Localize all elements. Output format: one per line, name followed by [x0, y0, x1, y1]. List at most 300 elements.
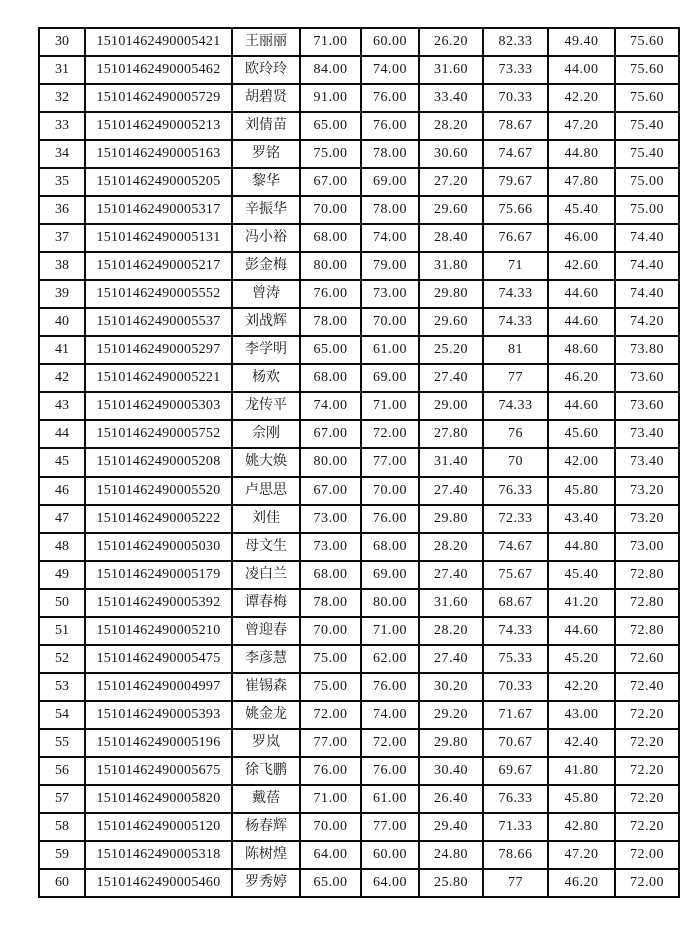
cell-score-a: 68.00: [300, 364, 361, 392]
cell-row-number: 34: [39, 140, 85, 168]
cell-score-b: 69.00: [361, 561, 419, 589]
cell-name: 姚金龙: [232, 701, 300, 729]
cell-row-number: 57: [39, 785, 85, 813]
cell-score-c: 33.40: [419, 84, 483, 112]
cell-score-a: 70.00: [300, 813, 361, 841]
cell-total-score: 75.60: [615, 84, 679, 112]
cell-score-d: 78.67: [483, 112, 548, 140]
cell-score-b: 69.00: [361, 364, 419, 392]
cell-score-c: 30.60: [419, 140, 483, 168]
cell-score-a: 68.00: [300, 561, 361, 589]
cell-score-e: 45.40: [548, 561, 615, 589]
cell-name: 杨欢: [232, 364, 300, 392]
cell-score-d: 77: [483, 869, 548, 897]
cell-row-number: 48: [39, 533, 85, 561]
cell-score-b: 68.00: [361, 533, 419, 561]
cell-score-e: 44.60: [548, 280, 615, 308]
cell-score-d: 70.67: [483, 729, 548, 757]
cell-id-number: 15101462490005317: [85, 196, 232, 224]
cell-score-b: 77.00: [361, 448, 419, 476]
cell-row-number: 46: [39, 477, 85, 505]
cell-name: 王丽丽: [232, 28, 300, 56]
cell-score-e: 42.20: [548, 84, 615, 112]
cell-id-number: 15101462490005208: [85, 448, 232, 476]
cell-row-number: 39: [39, 280, 85, 308]
cell-row-number: 59: [39, 841, 85, 869]
cell-id-number: 15101462490005462: [85, 56, 232, 84]
cell-score-b: 71.00: [361, 392, 419, 420]
table-row: [39, 196, 679, 224]
cell-score-b: 79.00: [361, 252, 419, 280]
cell-row-number: 54: [39, 701, 85, 729]
cell-total-score: 74.20: [615, 308, 679, 336]
cell-score-d: 79.67: [483, 168, 548, 196]
cell-id-number: 15101462490005675: [85, 757, 232, 785]
table-row: [39, 701, 679, 729]
table-row: [39, 617, 679, 645]
cell-score-e: 47.20: [548, 841, 615, 869]
table-row: [39, 533, 679, 561]
cell-score-a: 73.00: [300, 533, 361, 561]
cell-id-number: 15101462490005303: [85, 392, 232, 420]
cell-name: 刘佳: [232, 505, 300, 533]
cell-score-e: 45.20: [548, 645, 615, 673]
cell-score-b: 60.00: [361, 841, 419, 869]
table-row: [39, 224, 679, 252]
cell-total-score: 72.40: [615, 673, 679, 701]
cell-name: 罗铭: [232, 140, 300, 168]
cell-score-e: 42.20: [548, 673, 615, 701]
table-row: [39, 477, 679, 505]
cell-score-a: 71.00: [300, 28, 361, 56]
cell-score-d: 71.33: [483, 813, 548, 841]
cell-total-score: 72.00: [615, 841, 679, 869]
cell-name: 罗秀婷: [232, 869, 300, 897]
table-row: [39, 869, 679, 897]
cell-score-a: 78.00: [300, 589, 361, 617]
cell-score-d: 82.33: [483, 28, 548, 56]
cell-row-number: 33: [39, 112, 85, 140]
cell-score-d: 81: [483, 336, 548, 364]
cell-score-a: 78.00: [300, 308, 361, 336]
cell-total-score: 72.80: [615, 561, 679, 589]
cell-id-number: 15101462490005460: [85, 869, 232, 897]
cell-score-e: 45.80: [548, 785, 615, 813]
cell-score-b: 74.00: [361, 224, 419, 252]
table-row: [39, 336, 679, 364]
cell-total-score: 73.40: [615, 448, 679, 476]
cell-score-b: 62.00: [361, 645, 419, 673]
cell-score-b: 61.00: [361, 336, 419, 364]
cell-score-c: 31.40: [419, 448, 483, 476]
cell-score-b: 61.00: [361, 785, 419, 813]
cell-id-number: 15101462490005475: [85, 645, 232, 673]
cell-score-e: 44.00: [548, 56, 615, 84]
cell-name: 曾涛: [232, 280, 300, 308]
cell-id-number: 15101462490005297: [85, 336, 232, 364]
cell-row-number: 40: [39, 308, 85, 336]
cell-id-number: 15101462490005210: [85, 617, 232, 645]
cell-score-d: 75.66: [483, 196, 548, 224]
cell-total-score: 75.00: [615, 168, 679, 196]
cell-score-c: 28.20: [419, 617, 483, 645]
cell-score-a: 84.00: [300, 56, 361, 84]
table-row: [39, 785, 679, 813]
cell-name: 黎华: [232, 168, 300, 196]
cell-score-a: 70.00: [300, 196, 361, 224]
cell-name: 徐飞鹏: [232, 757, 300, 785]
cell-name: 辛振华: [232, 196, 300, 224]
cell-id-number: 15101462490005221: [85, 364, 232, 392]
cell-score-e: 44.60: [548, 617, 615, 645]
cell-name: 曾迎春: [232, 617, 300, 645]
cell-total-score: 72.00: [615, 869, 679, 897]
cell-score-e: 43.00: [548, 701, 615, 729]
cell-score-d: 76.33: [483, 477, 548, 505]
cell-id-number: 15101462490005217: [85, 252, 232, 280]
table-row: [39, 364, 679, 392]
cell-total-score: 74.40: [615, 224, 679, 252]
table-row: [39, 28, 679, 56]
cell-score-d: 78.66: [483, 841, 548, 869]
cell-score-d: 70.33: [483, 84, 548, 112]
cell-score-a: 71.00: [300, 785, 361, 813]
cell-score-c: 30.40: [419, 757, 483, 785]
cell-name: 杨春辉: [232, 813, 300, 841]
cell-score-a: 67.00: [300, 420, 361, 448]
table-row: [39, 392, 679, 420]
table-row: [39, 645, 679, 673]
cell-score-c: 27.40: [419, 561, 483, 589]
cell-score-d: 75.67: [483, 561, 548, 589]
cell-score-c: 26.40: [419, 785, 483, 813]
cell-id-number: 15101462490005213: [85, 112, 232, 140]
cell-score-d: 74.67: [483, 533, 548, 561]
cell-row-number: 36: [39, 196, 85, 224]
cell-row-number: 31: [39, 56, 85, 84]
cell-id-number: 15101462490005392: [85, 589, 232, 617]
cell-score-a: 68.00: [300, 224, 361, 252]
cell-row-number: 51: [39, 617, 85, 645]
table-row: [39, 84, 679, 112]
cell-score-b: 70.00: [361, 477, 419, 505]
cell-row-number: 58: [39, 813, 85, 841]
cell-score-d: 76: [483, 420, 548, 448]
cell-score-e: 44.80: [548, 140, 615, 168]
cell-id-number: 15101462490005752: [85, 420, 232, 448]
cell-score-e: 49.40: [548, 28, 615, 56]
cell-id-number: 15101462490005222: [85, 505, 232, 533]
table-row: [39, 252, 679, 280]
cell-name: 陈树煌: [232, 841, 300, 869]
cell-name: 欧玲玲: [232, 56, 300, 84]
cell-score-d: 73.33: [483, 56, 548, 84]
cell-name: 胡碧贤: [232, 84, 300, 112]
cell-score-b: 74.00: [361, 56, 419, 84]
cell-score-a: 65.00: [300, 869, 361, 897]
cell-score-c: 27.40: [419, 364, 483, 392]
cell-score-e: 44.80: [548, 533, 615, 561]
cell-row-number: 56: [39, 757, 85, 785]
table-row: [39, 308, 679, 336]
cell-score-e: 44.60: [548, 392, 615, 420]
cell-name: 佘刚: [232, 420, 300, 448]
cell-row-number: 38: [39, 252, 85, 280]
cell-name: 母文生: [232, 533, 300, 561]
cell-score-e: 42.80: [548, 813, 615, 841]
cell-total-score: 72.80: [615, 589, 679, 617]
cell-score-d: 74.33: [483, 308, 548, 336]
cell-score-c: 29.40: [419, 813, 483, 841]
cell-score-a: 65.00: [300, 336, 361, 364]
cell-row-number: 44: [39, 420, 85, 448]
cell-name: 彭金梅: [232, 252, 300, 280]
cell-score-a: 65.00: [300, 112, 361, 140]
cell-score-b: 77.00: [361, 813, 419, 841]
cell-score-d: 76.33: [483, 785, 548, 813]
cell-row-number: 47: [39, 505, 85, 533]
table-row: [39, 280, 679, 308]
cell-total-score: 72.20: [615, 785, 679, 813]
cell-score-d: 75.33: [483, 645, 548, 673]
cell-total-score: 72.20: [615, 729, 679, 757]
cell-score-b: 78.00: [361, 196, 419, 224]
cell-score-b: 80.00: [361, 589, 419, 617]
cell-total-score: 73.20: [615, 505, 679, 533]
cell-total-score: 75.60: [615, 28, 679, 56]
cell-score-a: 74.00: [300, 392, 361, 420]
cell-total-score: 75.40: [615, 140, 679, 168]
cell-name: 冯小裕: [232, 224, 300, 252]
cell-total-score: 75.40: [615, 112, 679, 140]
cell-total-score: 72.20: [615, 701, 679, 729]
cell-name: 崔锡森: [232, 673, 300, 701]
cell-total-score: 72.20: [615, 813, 679, 841]
cell-score-b: 76.00: [361, 757, 419, 785]
cell-score-c: 31.60: [419, 589, 483, 617]
cell-id-number: 15101462490005030: [85, 533, 232, 561]
cell-score-a: 80.00: [300, 252, 361, 280]
cell-score-b: 76.00: [361, 112, 419, 140]
cell-score-d: 74.67: [483, 140, 548, 168]
cell-score-b: 78.00: [361, 140, 419, 168]
cell-score-e: 46.20: [548, 364, 615, 392]
cell-total-score: 74.40: [615, 280, 679, 308]
cell-score-d: 68.67: [483, 589, 548, 617]
cell-row-number: 60: [39, 869, 85, 897]
cell-row-number: 32: [39, 84, 85, 112]
table-row: [39, 673, 679, 701]
cell-score-d: 72.33: [483, 505, 548, 533]
cell-total-score: 75.00: [615, 196, 679, 224]
cell-score-d: 74.33: [483, 392, 548, 420]
table-row: [39, 729, 679, 757]
cell-score-e: 43.40: [548, 505, 615, 533]
cell-id-number: 15101462490005179: [85, 561, 232, 589]
cell-score-b: 74.00: [361, 701, 419, 729]
cell-score-d: 71: [483, 252, 548, 280]
cell-total-score: 72.60: [615, 645, 679, 673]
cell-name: 刘倩苗: [232, 112, 300, 140]
cell-score-c: 28.40: [419, 224, 483, 252]
cell-total-score: 72.20: [615, 757, 679, 785]
cell-row-number: 50: [39, 589, 85, 617]
cell-name: 李学明: [232, 336, 300, 364]
cell-score-c: 28.20: [419, 112, 483, 140]
cell-name: 罗岚: [232, 729, 300, 757]
cell-score-c: 29.80: [419, 280, 483, 308]
cell-row-number: 43: [39, 392, 85, 420]
cell-row-number: 42: [39, 364, 85, 392]
cell-score-d: 70: [483, 448, 548, 476]
cell-id-number: 15101462490005520: [85, 477, 232, 505]
cell-score-c: 29.00: [419, 392, 483, 420]
cell-score-b: 71.00: [361, 617, 419, 645]
cell-score-a: 77.00: [300, 729, 361, 757]
cell-row-number: 45: [39, 448, 85, 476]
cell-id-number: 15101462490005163: [85, 140, 232, 168]
table-row: [39, 841, 679, 869]
cell-score-c: 28.20: [419, 533, 483, 561]
cell-total-score: 72.80: [615, 617, 679, 645]
cell-score-c: 27.20: [419, 168, 483, 196]
cell-score-b: 69.00: [361, 168, 419, 196]
score-table: [38, 27, 680, 898]
table-row: [39, 561, 679, 589]
table-row: [39, 813, 679, 841]
table-row: [39, 140, 679, 168]
cell-score-e: 47.20: [548, 112, 615, 140]
table-row: [39, 448, 679, 476]
cell-row-number: 55: [39, 729, 85, 757]
cell-score-b: 64.00: [361, 869, 419, 897]
cell-score-e: 45.80: [548, 477, 615, 505]
cell-id-number: 15101462490005552: [85, 280, 232, 308]
table-row: [39, 505, 679, 533]
cell-id-number: 15101462490005729: [85, 84, 232, 112]
cell-score-e: 42.40: [548, 729, 615, 757]
cell-score-c: 26.20: [419, 28, 483, 56]
cell-score-a: 67.00: [300, 168, 361, 196]
cell-score-e: 48.60: [548, 336, 615, 364]
cell-total-score: 74.40: [615, 252, 679, 280]
cell-score-a: 76.00: [300, 757, 361, 785]
cell-score-b: 72.00: [361, 420, 419, 448]
table-row: [39, 757, 679, 785]
cell-id-number: 15101462490005205: [85, 168, 232, 196]
cell-row-number: 49: [39, 561, 85, 589]
cell-total-score: 73.40: [615, 420, 679, 448]
cell-total-score: 73.20: [615, 477, 679, 505]
cell-id-number: 15101462490004997: [85, 673, 232, 701]
cell-row-number: 35: [39, 168, 85, 196]
cell-score-a: 75.00: [300, 645, 361, 673]
cell-total-score: 73.60: [615, 364, 679, 392]
cell-total-score: 73.80: [615, 336, 679, 364]
cell-id-number: 15101462490005131: [85, 224, 232, 252]
cell-score-b: 76.00: [361, 505, 419, 533]
cell-row-number: 30: [39, 28, 85, 56]
cell-row-number: 41: [39, 336, 85, 364]
cell-score-d: 76.67: [483, 224, 548, 252]
cell-score-a: 80.00: [300, 448, 361, 476]
cell-score-e: 42.60: [548, 252, 615, 280]
cell-score-c: 29.80: [419, 505, 483, 533]
cell-score-a: 91.00: [300, 84, 361, 112]
cell-score-b: 76.00: [361, 84, 419, 112]
cell-score-b: 76.00: [361, 673, 419, 701]
cell-score-a: 75.00: [300, 673, 361, 701]
cell-score-e: 45.40: [548, 196, 615, 224]
cell-name: 卢思思: [232, 477, 300, 505]
cell-score-d: 77: [483, 364, 548, 392]
cell-score-c: 31.80: [419, 252, 483, 280]
cell-score-a: 67.00: [300, 477, 361, 505]
table-row: [39, 56, 679, 84]
cell-score-b: 70.00: [361, 308, 419, 336]
cell-score-a: 64.00: [300, 841, 361, 869]
cell-score-d: 74.33: [483, 617, 548, 645]
cell-score-e: 41.80: [548, 757, 615, 785]
cell-score-c: 29.20: [419, 701, 483, 729]
cell-score-a: 72.00: [300, 701, 361, 729]
cell-score-d: 71.67: [483, 701, 548, 729]
cell-id-number: 15101462490005393: [85, 701, 232, 729]
cell-score-b: 73.00: [361, 280, 419, 308]
cell-score-c: 29.60: [419, 196, 483, 224]
cell-score-e: 44.60: [548, 308, 615, 336]
cell-id-number: 15101462490005120: [85, 813, 232, 841]
cell-score-e: 47.80: [548, 168, 615, 196]
cell-total-score: 73.00: [615, 533, 679, 561]
cell-score-c: 25.80: [419, 869, 483, 897]
cell-score-c: 25.20: [419, 336, 483, 364]
cell-score-c: 29.60: [419, 308, 483, 336]
cell-score-e: 45.60: [548, 420, 615, 448]
cell-score-c: 29.80: [419, 729, 483, 757]
table-row: [39, 168, 679, 196]
cell-score-a: 76.00: [300, 280, 361, 308]
cell-score-c: 27.40: [419, 477, 483, 505]
cell-score-e: 46.00: [548, 224, 615, 252]
cell-score-c: 30.20: [419, 673, 483, 701]
cell-score-c: 31.60: [419, 56, 483, 84]
cell-name: 姚大焕: [232, 448, 300, 476]
cell-score-e: 41.20: [548, 589, 615, 617]
cell-score-e: 42.00: [548, 448, 615, 476]
cell-row-number: 53: [39, 673, 85, 701]
cell-id-number: 15101462490005196: [85, 729, 232, 757]
cell-score-b: 72.00: [361, 729, 419, 757]
cell-id-number: 15101462490005421: [85, 28, 232, 56]
cell-id-number: 15101462490005820: [85, 785, 232, 813]
cell-score-a: 70.00: [300, 617, 361, 645]
cell-name: 李彦慧: [232, 645, 300, 673]
cell-row-number: 37: [39, 224, 85, 252]
table-row: [39, 112, 679, 140]
cell-score-d: 74.33: [483, 280, 548, 308]
cell-name: 龙传平: [232, 392, 300, 420]
cell-total-score: 73.60: [615, 392, 679, 420]
table-row: [39, 589, 679, 617]
cell-id-number: 15101462490005318: [85, 841, 232, 869]
cell-score-d: 70.33: [483, 673, 548, 701]
score-table-body: [39, 28, 679, 897]
cell-name: 谭春梅: [232, 589, 300, 617]
cell-score-c: 24.80: [419, 841, 483, 869]
cell-score-e: 46.20: [548, 869, 615, 897]
cell-score-a: 73.00: [300, 505, 361, 533]
